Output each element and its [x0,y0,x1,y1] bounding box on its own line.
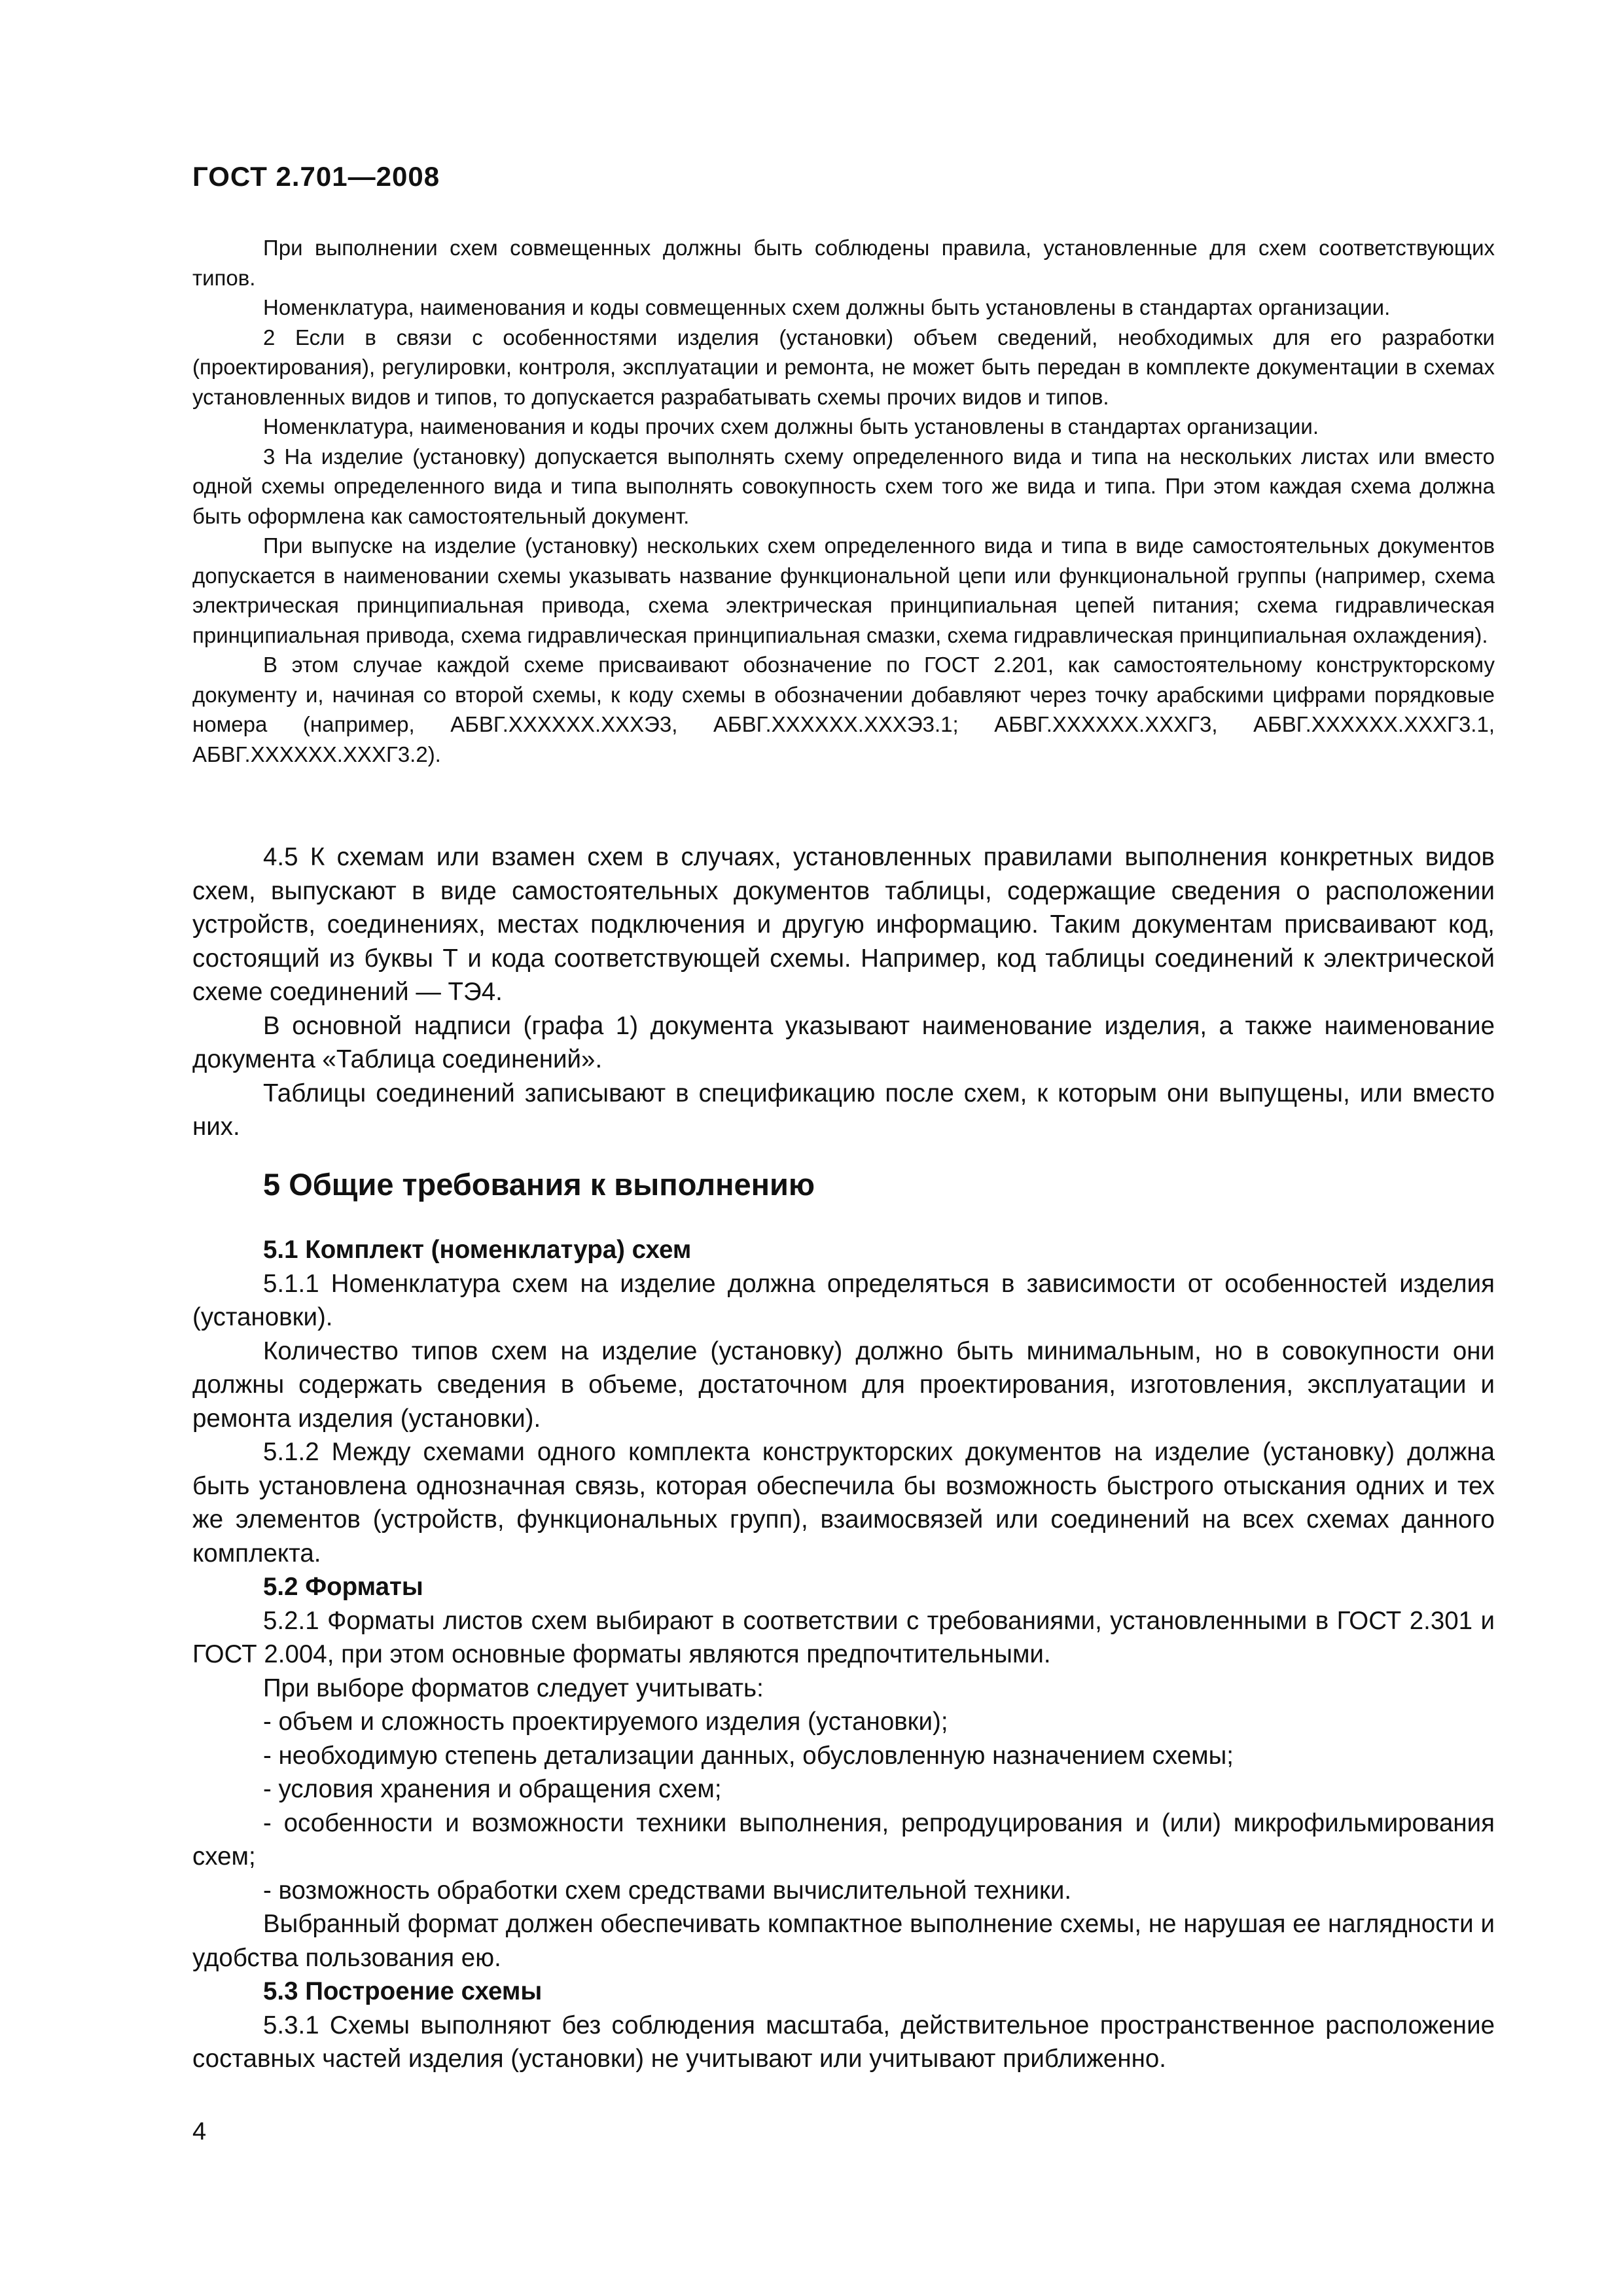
paragraph: 5.2.1 Форматы листов схем выбирают в соответствии с требованиями, установленными в ГОСТ 2.301 и ГОСТ 2.004, при этом основные форматы являются предпочтительными. [192,1606,1495,1668]
paragraph: Количество типов схем на изделие (установку) должно быть минимальным, но в совокупности они должны содержать сведения в объеме, достаточном для проектирования, изготовления, эксплуатации и ремонта изделия (установки). [192,1336,1495,1433]
page-number: 4 [192,2118,207,2145]
list-item: - объем и сложность проектируемого изделия (установки); [263,1708,948,1736]
paragraph: 5.3.1 Схемы выполняют без соблюдения масштаба, действительное пространственное расположение составных частей изделия (установки) не учитывают или учитывают приближенно. [192,2011,1495,2073]
paragraph: При выполнении схем совмещенных должны быть соблюдены правила, установленные для схем соответствующих типов. [192,236,1495,290]
subsection-heading: 5.2 Форматы [263,1573,423,1601]
paragraph: Таблицы соединений записывают в спецификацию после схем, к которым они выпущены, или вместо них. [192,1079,1495,1141]
paragraph: Номенклатура, наименования и коды совмещенных схем должны быть установлены в стандартах организации. [263,295,1391,319]
list-item: - особенности и возможности техники выполнения, репродуцирования и (или) микрофильмирования схем; [192,1808,1495,1871]
list-item: - возможность обработки схем средствами вычислительной техники. [263,1876,1072,1905]
clause-4-5 [192,840,1495,1144]
document-header: ГОСТ 2.701—2008 [192,161,440,192]
paragraph: 5.1.2 Между схемами одного комплекта конструкторских документов на изделие (установку) должна быть установлена однозначная связь, которая обеспечила бы возможность быстрого отыскания одних и тех же элементов (устройств, функциональных групп), взаимосвязей или соединений на всех схемах данного комплекта. [192,1438,1495,1568]
list-item: - условия хранения и обращения схем; [263,1775,722,1803]
paragraph: 3 На изделие (установку) допускается выполнять схему определенного вида и типа на нескольких листах или вместо одной схемы определенного вида и типа выполнять совокупность схем того же вида и типа. При этом каждая схема должна быть оформлена как самостоятельный документ. [192,444,1495,528]
paragraph: В основной надписи (графа 1) документа указывают наименование изделия, а также наименование документа «Таблица соединений». [192,1011,1495,1073]
paragraph: 4.5 К схемам или взамен схем в случаях, установленных правилами выполнения конкретных видов схем, выпускают в виде самостоятельных документов таблицы, содержащие сведения о расположении устройств, соединениях, местах подключения и другую информацию. Таким документам присваивают код, состоящий из буквы Т и кода соответствующей схемы. Например, код таблицы соединений к электрической схеме соединений — ТЭ4. [192,843,1495,1006]
section-5-body [192,1233,1495,2076]
notes-block [192,233,1495,769]
subsection-heading: 5.3 Построение схемы [263,1977,543,2005]
section-5-title: 5 Общие требования к выполнению [263,1167,815,1202]
paragraph: В этом случае каждой схеме присваивают обозначение по ГОСТ 2.201, как самостоятельному конструкторскому документу и, начиная со второй схемы, к коду схемы в обозначении добавляют через точку арабскими цифрами порядковые номера (например, АБВГ.XXXXXX.XXXЭ3, АБВГ.XXXXXX.XXXЭ3.1; АБВГ.XXXXXX.XXXГ3, АБВГ.XXXXXX.XXXГ3.1, АБВГ.XXXXXX.XXXГ3.2). [192,653,1495,766]
paragraph: При выпуске на изделие (установку) нескольких схем определенного вида и типа в виде самостоятельных документов допускается в наименовании схемы указывать название функциональной цепи или функциональной группы (например, схема электрическая принципиальная привода, схема электрическая принципиальная цепей питания; схема гидравлическая принципиальная привода, схема гидравлическая принципиальная смазки, схема гидравлическая принципиальная охлаждения). [192,533,1495,647]
paragraph: 2 Если в связи с особенностями изделия (установки) объем сведений, необходимых для его разработки (проектирования), регулировки, контроля, эксплуатации и ремонта, не может быть передан в комплекте документации в схемах установленных видов и типов, то допускается разрабатывать схемы прочих видов и типов. [192,325,1495,409]
subsection-heading: 5.1 Комплект (номенклатура) схем [263,1236,692,1264]
paragraph: 5.1.1 Номенклатура схем на изделие должна определяться в зависимости от особенностей изделия (установки). [192,1269,1495,1331]
paragraph: При выборе форматов следует учитывать: [263,1674,764,1702]
paragraph: Выбранный формат должен обеспечивать компактное выполнение схемы, не нарушая ее наглядности и удобства пользования ею. [192,1910,1495,1972]
list-item: - необходимую степень детализации данных, обусловленную назначением схемы; [263,1741,1234,1770]
paragraph: Номенклатура, наименования и коды прочих схем должны быть установлены в стандартах организации. [263,414,1319,439]
